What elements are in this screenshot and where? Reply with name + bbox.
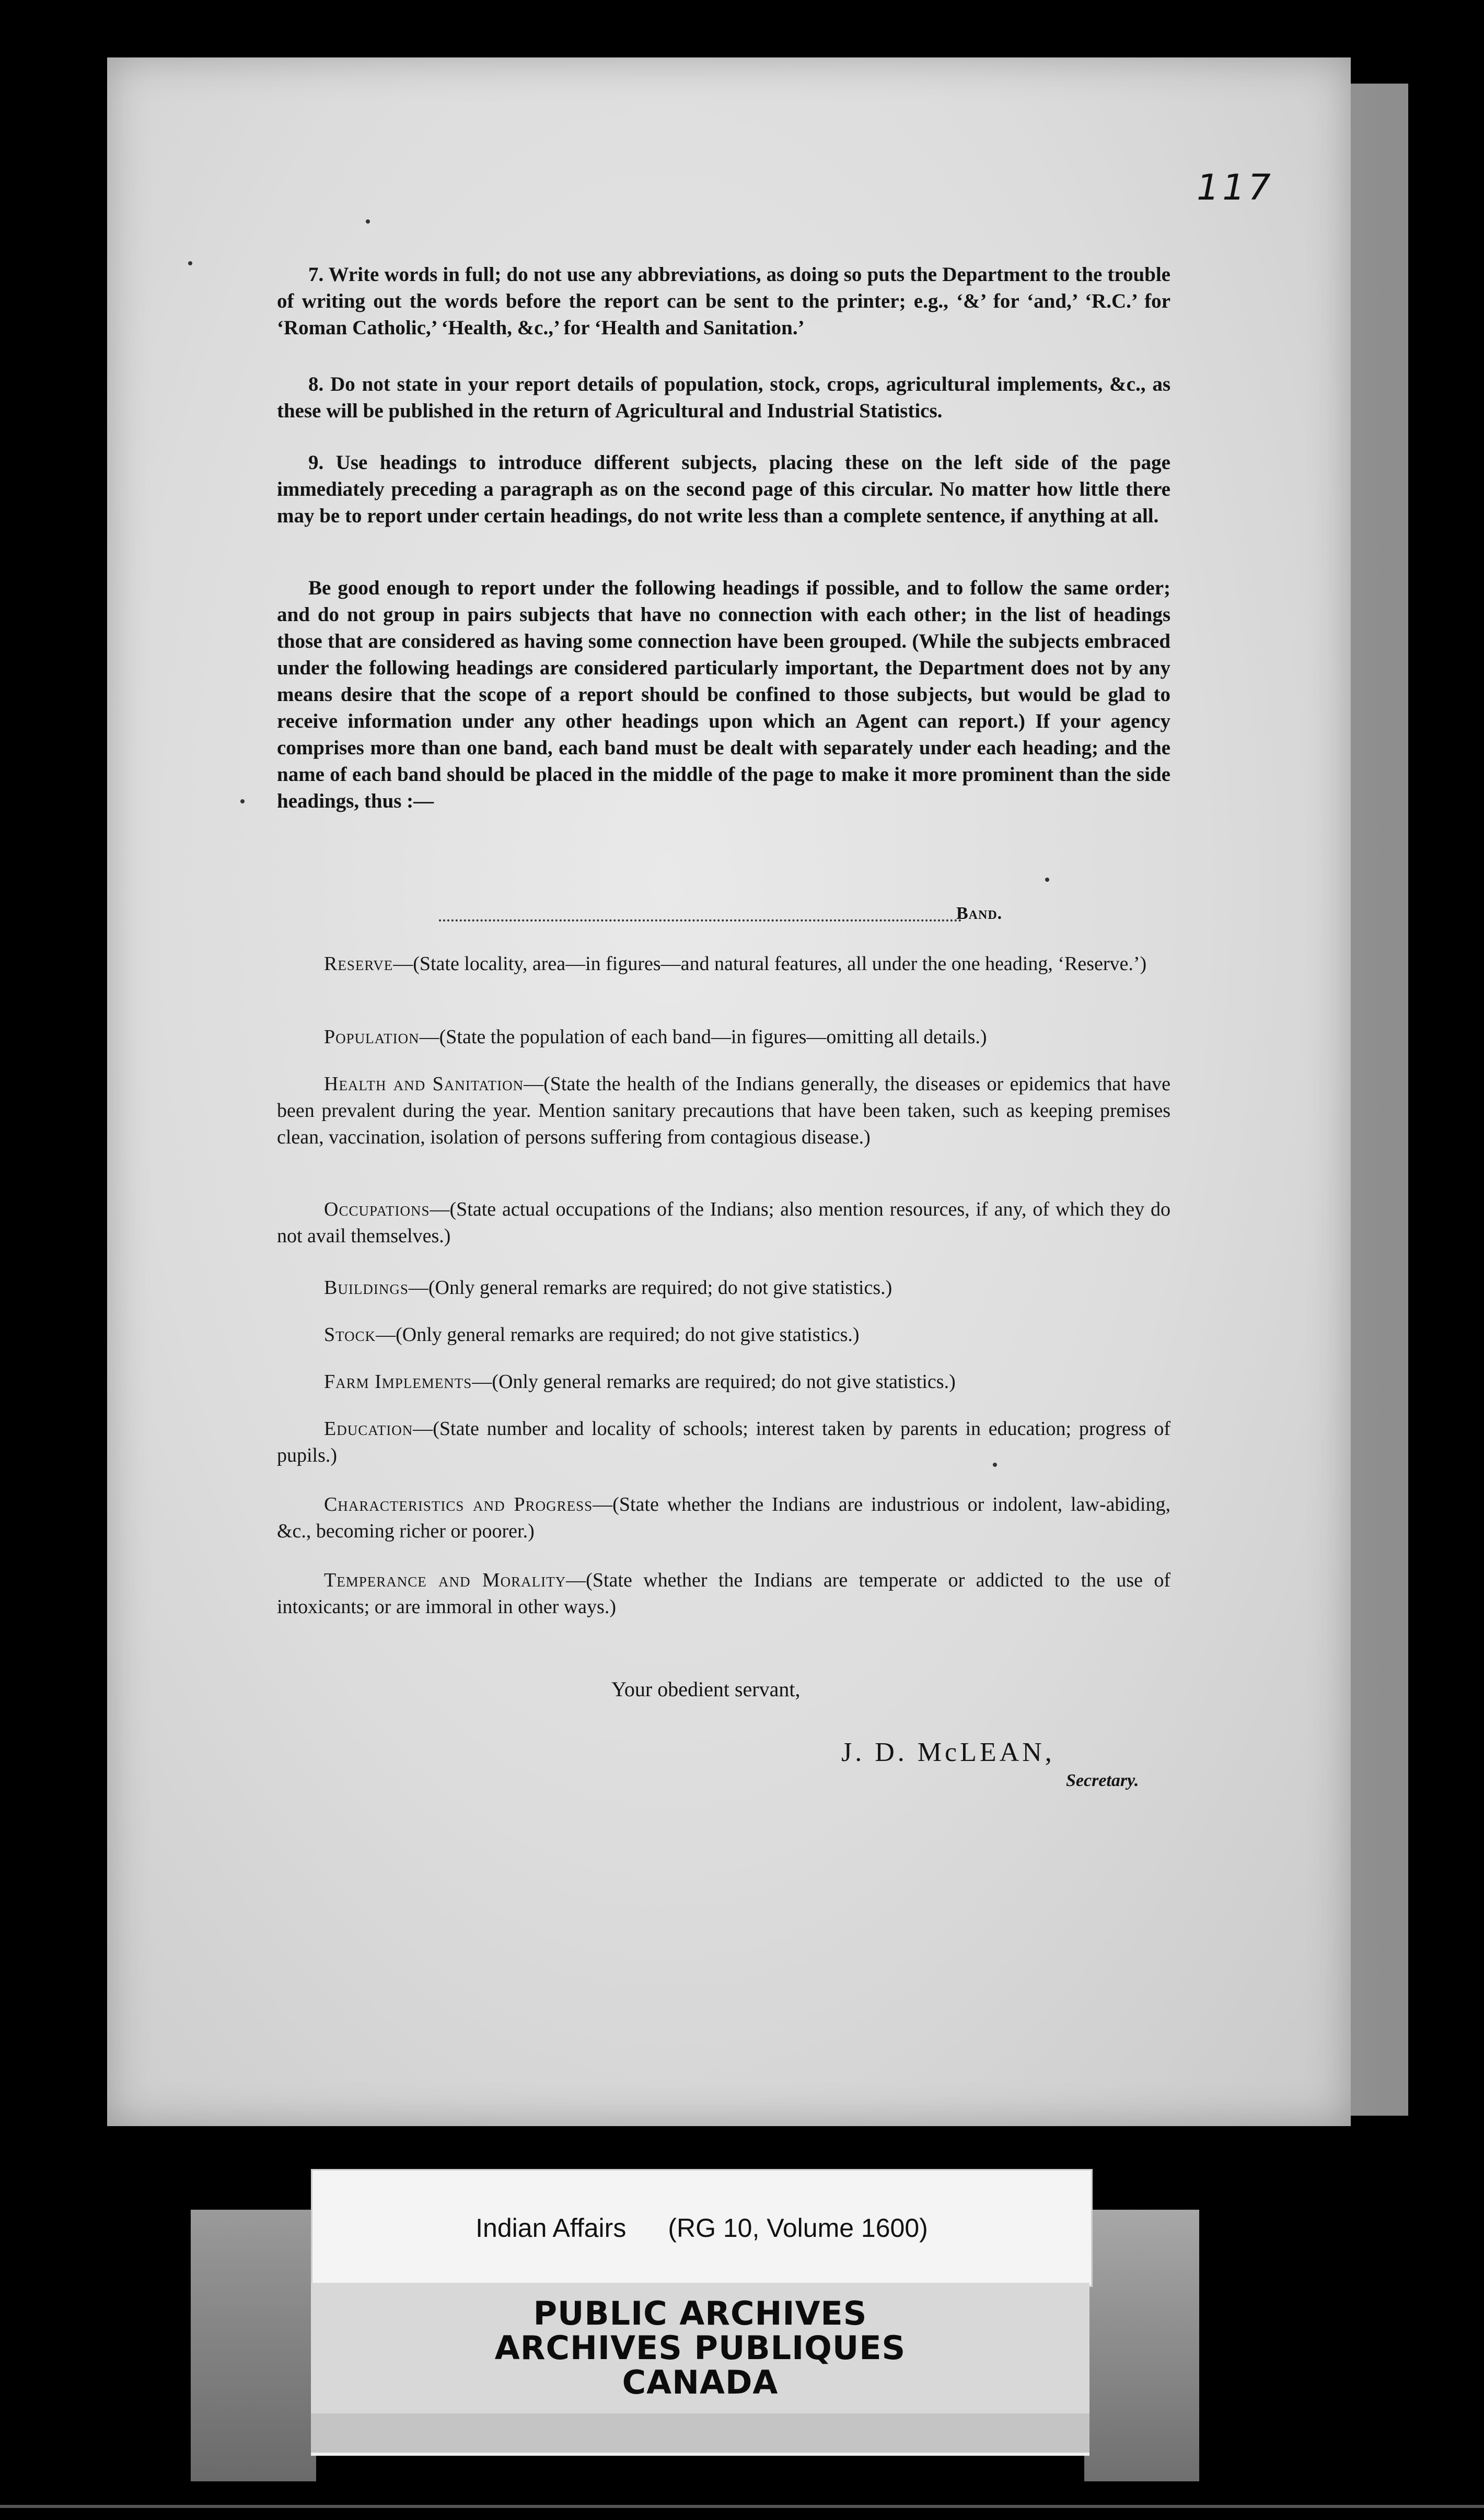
heading-title: Education	[324, 1418, 413, 1440]
dust-speck	[993, 1463, 997, 1467]
heading-text: —(State the population of each band—in figures—omitting all details.)	[419, 1026, 987, 1048]
archive-label	[311, 2169, 1093, 2287]
heading-health-sanitation	[277, 1071, 1170, 1151]
instruction-9: 9. Use headings to introduce different subjects, placing these on the left side of the page immediately preceding a paragraph as on the second page of this circular. No matter how little there may be to report under certain headings, do not write less than a complete sentence, if anything at all.	[277, 451, 1170, 527]
heading-title: Farm Implements	[324, 1371, 472, 1393]
heading-title: Reserve	[324, 953, 393, 975]
label-edge-left	[191, 2210, 316, 2481]
heading-farm-implements	[277, 1369, 1170, 1395]
stamp-line-1: PUBLIC ARCHIVES	[533, 2294, 867, 2332]
heading-reserve	[277, 951, 1170, 977]
archive-collection: Indian Affairs	[476, 2213, 627, 2243]
film-bottom-stripe	[0, 2505, 1484, 2508]
page-number: 117	[1197, 167, 1274, 208]
stamp-line-3: CANADA	[622, 2363, 779, 2401]
heading-text: —(Only general remarks are required; do not give statistics.)	[472, 1371, 956, 1393]
archive-reference: (RG 10, Volume 1600)	[668, 2213, 928, 2243]
heading-text: —(State locality, area—in figures—and natural features, all under the one heading, ‘Reserve.’)	[393, 953, 1147, 975]
heading-text: —(State whether the Indians are industrious or indolent, law-abiding, &c., becoming richer or poorer.)	[277, 1494, 1170, 1542]
archives-stamp	[311, 2283, 1089, 2413]
instruction-7: 7. Write words in full; do not use any abbreviations, as doing so puts the Department to the trouble of writing out the words before the report can be sent to the printer; e.g., ‘&’ for ‘and,’ ‘R.C.’ for ‘Roman Catholic,’ ‘Health, &c.,’ for ‘Health and Sanitation.’	[277, 263, 1170, 339]
heading-title: Stock	[324, 1324, 376, 1346]
heading-temperance-morality	[277, 1567, 1170, 1620]
headings-intro: Be good enough to report under the following headings if possible, and to follow the same order; and do not group in pairs subjects that have no connection with each other; in the list of headings those that are considered as having some connection have been grouped. (While the subjects embraced under the following headings are considered particularly important, the Department does not by any means desire that the scope of a report should be confined to those subjects, but would be glad to receive information under any other headings upon which an Agent can report.) If your agency comprises more than one band, each band must be dealt with separately under each heading; and the name of each band should be placed in the middle of the page to make it more prominent than the side headings, thus :—	[277, 577, 1170, 812]
heading-title: Occupations	[324, 1198, 430, 1220]
band-name-line	[439, 909, 961, 921]
closing-salutation: Your obedient servant,	[611, 1677, 801, 1701]
heading-text: —(State whether the Indians are temperate or addicted to the use of intoxicants; or are immoral in other ways.)	[277, 1569, 1170, 1618]
heading-text: —(Only general remarks are required; do not give statistics.)	[376, 1324, 860, 1346]
heading-buildings	[277, 1275, 1170, 1301]
heading-education	[277, 1416, 1170, 1469]
heading-characteristics-progress	[277, 1491, 1170, 1545]
signature-name: J. D. McLEAN,	[841, 1737, 1055, 1767]
heading-population	[277, 1024, 1170, 1051]
dust-speck	[188, 261, 192, 265]
heading-title: Health and Sanitation	[324, 1073, 524, 1095]
dust-speck	[366, 219, 370, 224]
heading-text: —(Only general remarks are required; do not give statistics.)	[408, 1277, 892, 1299]
dust-speck	[240, 799, 245, 803]
instruction-8: 8. Do not state in your report details of population, stock, crops, agricultural implements, &c., as these will be published in the return of Agricultural and Industrial Statistics.	[277, 373, 1170, 422]
heading-stock	[277, 1322, 1170, 1348]
heading-title: Characteristics and Progress	[324, 1494, 593, 1515]
stamp-bottom-edge	[311, 2413, 1089, 2456]
signature-title: Secretary.	[1066, 1771, 1139, 1790]
stamp-line-2: ARCHIVES PUBLIQUES	[494, 2329, 906, 2367]
dust-speck	[1045, 878, 1049, 882]
heading-title: Population	[324, 1026, 420, 1048]
heading-text: —(State number and locality of schools; interest taken by parents in education; progress of pupils.)	[277, 1418, 1170, 1466]
heading-title: Buildings	[324, 1277, 409, 1299]
band-label: Band.	[956, 904, 1003, 923]
heading-text: —(State actual occupations of the Indians; also mention resources, if any, of which they do not avail themselves.)	[277, 1198, 1170, 1247]
heading-text: —(State the health of the Indians generally, the diseases or epidemics that have been prevalent during the year. Mention sanitary precautions that have been taken, such as keeping premises clean, vaccination, isolation of persons suffering from contagious disease.)	[277, 1073, 1171, 1148]
heading-occupations	[277, 1196, 1170, 1250]
label-edge-right	[1084, 2210, 1199, 2481]
heading-title: Temperance and Morality	[324, 1569, 566, 1591]
